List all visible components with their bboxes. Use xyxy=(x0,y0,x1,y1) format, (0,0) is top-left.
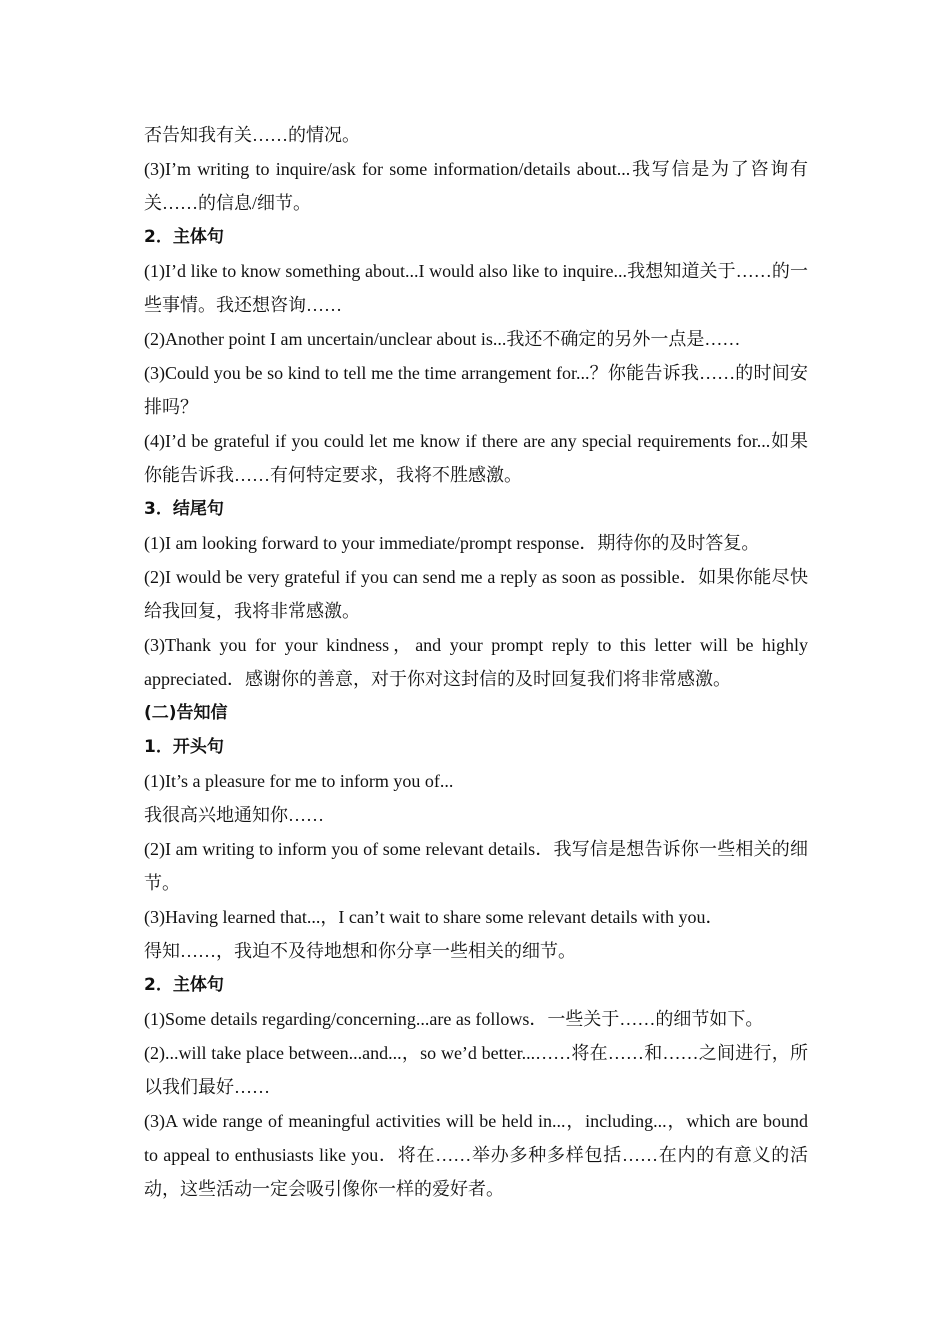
paragraph-body-4: (4)I’d be grateful if you could let me know if there are any special requirements for...如果你能告诉我……有何特定要求，我将不胜感激。 xyxy=(144,431,808,485)
paragraph-notice-opening-3-translation: 得知……，我迫不及待地想和你分享一些相关的细节。 xyxy=(144,941,576,961)
paragraph-closing-1: (1)I am looking forward to your immediate/prompt response．期待你的及时答复。 xyxy=(144,533,760,553)
heading-notice-letter: (二)告知信 xyxy=(144,703,228,723)
paragraph-body-3: (3)Could you be so kind to tell me the time arrangement for...？你能告诉我……的时间安排吗？ xyxy=(144,363,808,417)
paragraph-closing-2: (2)I would be very grateful if you can send me a reply as soon as possible．如果你能尽快给我回复，我将非常感激。 xyxy=(144,567,808,621)
paragraph-body-1: (1)I’d like to know something about...I would also like to inquire...我想知道关于……的一些事情。我还想咨询…… xyxy=(144,261,808,315)
document-page xyxy=(144,118,808,1206)
paragraph-intro-continued: 否告知我有关……的情况。 xyxy=(144,125,360,145)
paragraph-notice-body-3: (3)A wide range of meaningful activities will be held in...，including...，which are bound to appeal to enthusiasts like you．将在……举办多种多样包括……在内的有意义的活动，这些活动一定会吸引像你一样的爱好者。 xyxy=(144,1111,808,1199)
paragraph-closing-3: (3)Thank you for your kindness，and your prompt reply to this letter will be highly appreciated．感谢你的善意，对于你对这封信的及时回复我们将非常感激。 xyxy=(144,635,808,689)
paragraph-notice-opening-3: (3)Having learned that...，I can’t wait to share some relevant details with you． xyxy=(144,907,724,927)
paragraph-notice-body-2: (2)...will take place between...and...，so we’d better...……将在……和……之间进行，所以我们最好…… xyxy=(144,1043,808,1097)
heading-body-sentences: 2．主体句 xyxy=(144,227,224,247)
paragraph-notice-body-1: (1)Some details regarding/concerning...are as follows．一些关于……的细节如下。 xyxy=(144,1009,764,1029)
paragraph-notice-opening-2: (2)I am writing to inform you of some relevant details．我写信是想告诉你一些相关的细节。 xyxy=(144,839,808,893)
paragraph-body-2: (2)Another point I am uncertain/unclear about is...我还不确定的另外一点是…… xyxy=(144,329,741,349)
paragraph-opening-3: (3)I’m writing to inquire/ask for some information/details about...我写信是为了咨询有关……的信息/细节。 xyxy=(144,159,808,213)
heading-closing-sentences: 3．结尾句 xyxy=(144,499,224,519)
heading-opening-sentences: 1．开头句 xyxy=(144,737,224,757)
paragraph-notice-opening-1: (1)It’s a pleasure for me to inform you of... xyxy=(144,771,454,791)
paragraph-notice-opening-1-translation: 我很高兴地通知你…… xyxy=(144,805,324,825)
heading-notice-body-sentences: 2．主体句 xyxy=(144,975,224,995)
